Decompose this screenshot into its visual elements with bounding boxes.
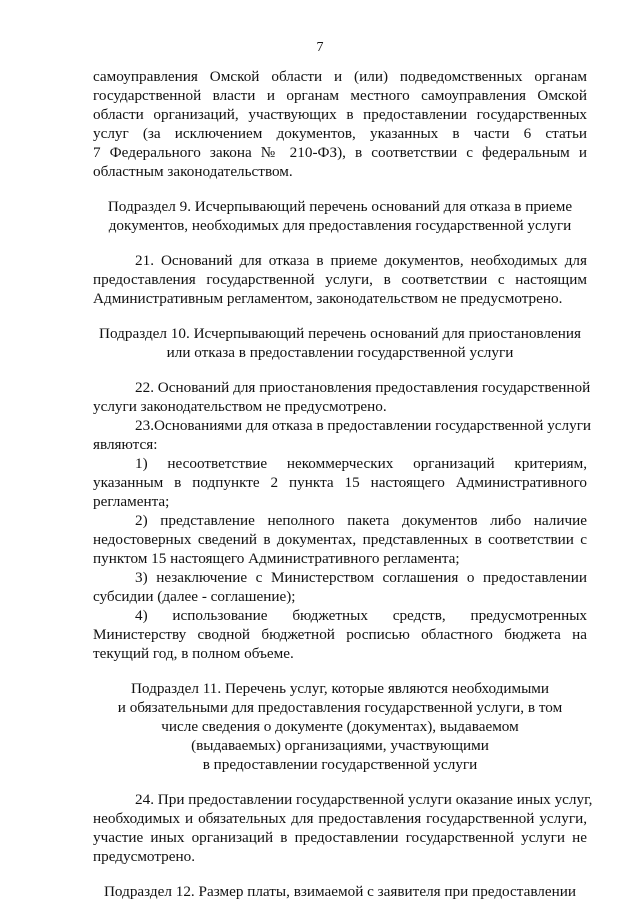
paragraph-21 — [93, 251, 587, 308]
paragraph-continuation — [93, 67, 587, 181]
list-item-4 — [93, 606, 587, 663]
heading-line: числе сведения о документе (документах), выдаваемом — [161, 718, 519, 735]
paragraph-24 — [93, 790, 593, 866]
text-line: необходимых и обязательных для предоставления государственной услуги, — [93, 810, 587, 827]
text-line: 21. Оснований для отказа в приеме документов, необходимых для — [135, 252, 587, 269]
text-line: 1) несоответствие некоммерческих организаций критериям, — [135, 455, 587, 472]
heading-line: Подраздел 12. Размер платы, взимаемой с заявителя при предоставлении — [103, 883, 577, 900]
text-line: 7 Федерального закона № 210-ФЗ), в соответствии с федеральным и — [93, 144, 587, 161]
heading-line: Подраздел 10. Исчерпывающий перечень оснований для приостановления — [99, 325, 581, 342]
text-line: 22. Оснований для приостановления предоставления государственной — [135, 379, 591, 396]
heading-line: Подраздел 9. Исчерпывающий перечень оснований для отказа в приеме — [107, 198, 573, 215]
heading-line: Подраздел 11. Перечень услуг, которые являются необходимыми — [130, 680, 550, 697]
section-heading-11 — [93, 679, 587, 774]
text-line: участие иных организаций в предоставлении государственной услуги не — [93, 829, 587, 846]
text-line: 3) незаключение с Министерством соглашения о предоставлении — [135, 569, 587, 586]
text-line: 4) использование бюджетных средств, предусмотренных — [135, 607, 587, 624]
text-line: Административным регламентом, законодательством не предусмотрено. — [93, 290, 563, 307]
text-line: субсидии (далее - соглашение); — [93, 588, 296, 605]
text-line: самоуправления Омской области и (или) подведомственных органам — [93, 68, 587, 85]
text-line: области организаций, участвующих в предоставлении государственных — [93, 106, 587, 123]
text-line: недостоверных сведений в документах, представленных в соответствии с — [93, 531, 587, 548]
text-line: 23.Основаниями для отказа в предоставлении государственной услуги — [135, 417, 592, 434]
heading-line: в предоставлении государственной услуги — [202, 756, 478, 773]
section-heading-10 — [93, 324, 587, 362]
page-content — [93, 67, 593, 901]
heading-line: или отказа в предоставлении государственной услуги — [166, 344, 514, 361]
paragraph-23 — [93, 416, 592, 454]
text-line: услуги законодательством не предусмотрено. — [93, 398, 387, 415]
list-item-1 — [93, 454, 587, 511]
text-line: 24. При предоставлении государственной услуги оказание иных услуг, — [135, 791, 593, 808]
list-item-3 — [93, 568, 587, 606]
text-line: Министерству сводной бюджетной росписью областного бюджета на — [93, 626, 587, 643]
section-heading-9 — [93, 197, 587, 235]
text-line: указанным в подпункте 2 пункта 15 настоящего Административного — [93, 474, 587, 491]
text-line: текущий год, в полном объеме. — [93, 645, 294, 662]
text-line: предусмотрено. — [93, 848, 196, 865]
heading-line: (выдаваемых) организациями, участвующими — [191, 737, 489, 754]
text-line: услуг (за исключением документов, указанных в части 6 статьи — [93, 125, 587, 142]
text-line: регламента; — [93, 493, 170, 510]
text-line: 2) представление неполного пакета документов либо наличие — [135, 512, 587, 529]
heading-line: документов, необходимых для предоставления государственной услуги — [108, 217, 572, 234]
text-line: являются: — [93, 436, 158, 453]
section-heading-12 — [93, 882, 587, 901]
text-line: государственной власти и органам местного самоуправления Омской — [93, 87, 587, 104]
text-line: областным законодательством. — [93, 163, 293, 180]
list-item-2 — [93, 511, 587, 568]
heading-line: и обязательными для предоставления государственной услуги, в том — [117, 699, 563, 716]
text-line: пунктом 15 настоящего Административного регламента; — [93, 550, 460, 567]
text-line: предоставления государственной услуги, в соответствии с настоящим — [93, 271, 587, 288]
page-number: 7 — [316, 40, 324, 55]
paragraph-22 — [93, 378, 591, 416]
